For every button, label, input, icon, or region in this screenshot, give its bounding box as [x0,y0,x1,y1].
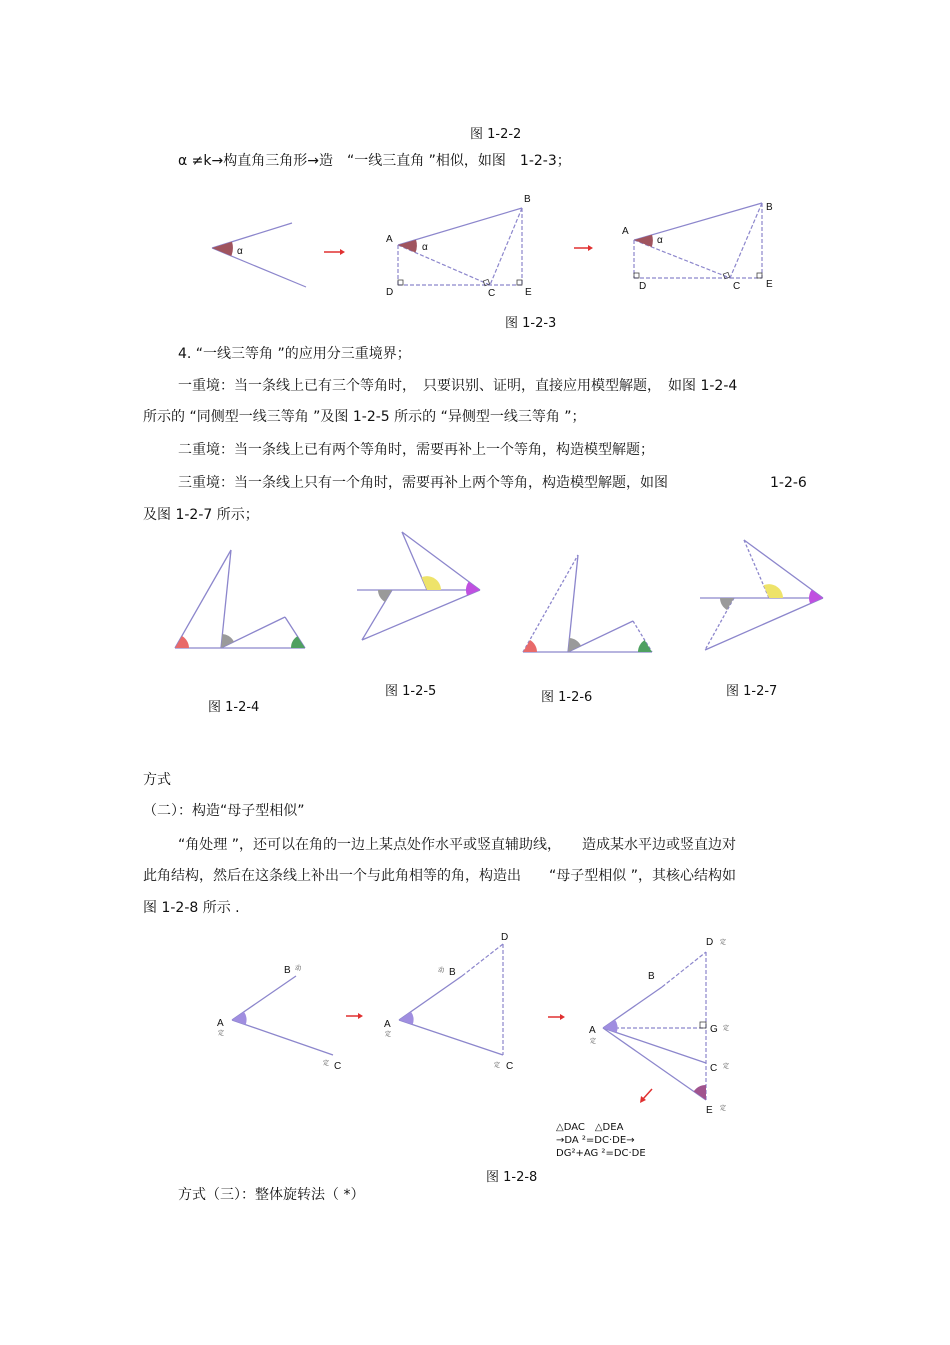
alpha-label: α [237,246,243,257]
paragraph: 一重境：当一条线上已有三个等角时， 只要识别、证明，直接应用模型解题， 如图 1-2-4 [178,378,738,394]
paragraph: α ≠k→构直角三角形→造 “一线三直角 ”相似，如图 1-2-3； [178,153,571,169]
point-label: A [217,1018,224,1029]
point-label: B [524,194,531,205]
note-line-3: DG²+AG ²=DC·DE [556,1148,646,1159]
point-label: C [334,1061,342,1072]
figure-caption: 图 1-2-8 [486,1170,538,1185]
figure-caption: 图 1-2-5 [385,684,437,699]
point-label: A [589,1025,596,1036]
point-label: 定 [720,1105,727,1112]
point-label: C [710,1063,718,1074]
point-label: A [384,1019,391,1030]
arrow-icon [548,1014,565,1020]
point-label: B [648,971,655,982]
point-label: A [622,226,629,237]
paragraph: 4. “一线三等角 ”的应用分三重境界； [178,346,411,362]
point-label: D [501,932,509,943]
point-label: 定 [720,939,727,946]
paragraph: 二重境：当一条线上已有两个等角时，需要再补上一个等角，构造模型解题； [178,442,654,458]
point-label: C [733,281,741,292]
paragraph: 及图 1-2-7 所示； [143,507,259,523]
figure-caption: 图 1-2-7 [726,684,778,699]
point-label: D [639,281,647,292]
paragraph: 图 1-2-8 所示 . [143,900,240,916]
point-label: 定 [590,1038,597,1045]
point-label: 动 [438,967,445,974]
point-label: 定 [385,1031,392,1038]
angle-diagram-1 [217,964,341,1072]
point-label: 定 [494,1062,501,1069]
figure-caption: 图 1-2-3 [505,316,557,331]
arrow-icon [640,1089,652,1103]
point-label: G [710,1024,718,1035]
similarity-note [556,1121,646,1160]
paragraph: 三重境：当一条线上只有一个角时，需要再补上两个等角，构造模型解题，如图 [178,475,668,491]
point-label: E [525,287,532,298]
figure-caption: 图 1-2-6 [541,690,593,705]
point-label: α [657,235,663,246]
point-label: 动 [295,965,302,972]
paragraph: “角处理 ”，还可以在角的一边上某点处作水平或竖直辅助线， 造成某水平边或竖直边对 [178,837,736,853]
section-label: 方式 [143,772,171,788]
point-label: C [488,288,496,299]
point-label: B [284,965,291,976]
figure-caption: 图 1-2-4 [208,700,260,715]
point-label: D [706,937,714,948]
paragraph: 此角结构，然后在这条线上补出一个与此角相等的角，构造出 “母子型相似 ”，其核心结构如 [143,868,736,884]
figure-reference: 1-2-6 [770,475,807,491]
point-label: B [449,967,456,978]
point-label: 定 [218,1030,225,1037]
section-title: 方式（三）：整体旋转法（ *） [178,1187,365,1203]
mother-child-similar-diagram [589,937,729,1116]
point-label: A [386,234,393,245]
figure-caption: 图 1-2-2 [470,127,522,142]
paragraph: 所示的 “同侧型一线三等角 ”及图 1-2-5 所示的 “异侧型一线三等角 ”； [143,409,586,425]
point-label: D [386,287,394,298]
angle-diagram-2 [384,932,513,1072]
point-label: B [766,202,773,213]
point-label: E [766,279,773,290]
note-line-1: △DAC △DEA [556,1122,624,1133]
point-label: α [422,242,428,253]
point-label: 定 [723,1025,730,1032]
point-label: 定 [723,1063,730,1070]
point-label: C [506,1061,514,1072]
point-label: 定 [323,1060,330,1067]
arrow-icon [346,1013,363,1019]
point-label: E [706,1105,713,1116]
note-line-2: →DA ²=DC·DE→ [556,1135,635,1146]
section-title: （二）：构造“母子型相似” [143,803,305,819]
